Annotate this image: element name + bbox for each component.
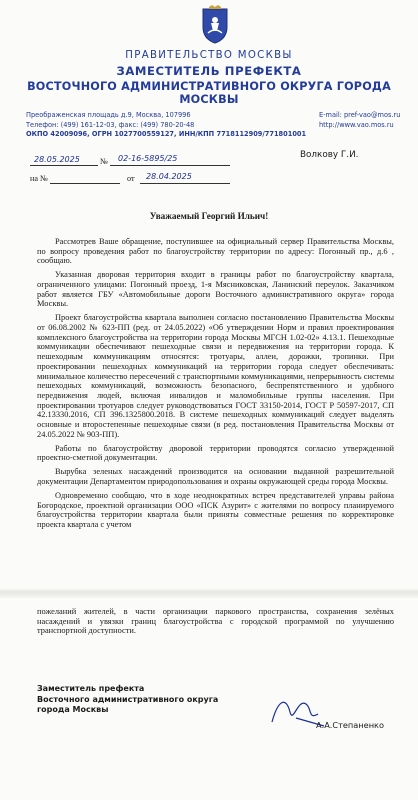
body-paragraph: пожеланий жителей, в части организации паркового пространства, сохранения зелёных насаждений и увязки границ благоустройства с городской программой по улучшению транспортной доступности. [37, 607, 394, 636]
letterhead-title: ЗАМЕСТИТЕЛЬ ПРЕФЕКТА [116, 64, 302, 78]
from-label: от [127, 174, 135, 183]
letterhead-contacts-right [319, 111, 400, 130]
body-paragraph: Указанная дворовая территория входит в границы работ по благоустройству квартала, ограниченного улицами: Погонный проезд, 1-я Мясниковская, Ланинский переулок. Заказчиком работ является ГБУ «Автомобильные дороги Восточного административного округа» города Москвы. [37, 270, 394, 309]
contact-email: E-mail: pref-vao@mos.ru [319, 111, 401, 119]
signatory-name: А.А.Степаненко [316, 720, 384, 730]
letter-body-page-2 [37, 607, 394, 640]
body-paragraph: Рассмотрев Ваше обращение, поступившее на официальный сервер Правительства Москвы, по вопросу проведения работ по благоустройству территории по адресу: Погонный пр., д.6 , сообщаю. [37, 237, 394, 266]
body-paragraph: Проект благоустройства квартала выполнен согласно постановлению Правительства Москвы от 06.08.2002 № 623-ПП (ред. от 24.05.2022) «Об утверждении Норм и правил проектирования комплексного благоустройства на территории города Москвы МГСН 1.02-02» 4.13.1. Пешеходные коммуникации обеспечивают пешеходные связи и передвижения на территории города. К пешеходным коммуникациям относятся: тротуары, аллеи, дорожки, тропинки. При проектировании пешеходных коммуникаций на территории города следует обеспечивать: минимальное количество пересечений с транспортными коммуникациями, непрерывность системы пешеходных коммуникаций, возможность безопасного, беспрепятственного и удобного передвижения людей, включая инвалидов и маломобильные группы населения. При проектировании тротуаров следует руководствоваться ГОСТ 33150-2014, ГОСТ Р 50597-2017, СП 42.13330.2016, СП 396.1325800.2018. В системе пешеходных коммуникаций следует выделять основные и второстепенные пешеходные связи (в ред. постановления Правительства Москвы от 24.05.2022 № 903-ПП). [37, 313, 394, 439]
body-paragraph: Одновременно сообщаю, что в ходе неоднократных встреч представителей управы района Богородское, проектной организации ООО «ПСК Азурит» с жителями по вопросу планируемого благоустройства территории квартала были приняты совместные решения по корректировке проекта квартала с учетом [37, 490, 394, 529]
on-number-line [50, 183, 120, 184]
contact-phone: Телефон: (499) 161-12-03, факс: (499) 780-20-48 [26, 120, 195, 129]
outgoing-number-line [110, 165, 230, 166]
number-label: № [100, 157, 108, 166]
letter-body-page-1 [37, 237, 394, 534]
position-line: города Москвы [37, 705, 109, 714]
greeting: Уважаемый Георгий Ильич! [149, 211, 269, 221]
body-paragraph: Вырубка зеленых насаждений производится на основании выданной разрешительной документации Департаментом природопользования и охраны окружающей среды города Москвы. [37, 467, 394, 486]
position-line: Восточного административного округа [37, 694, 219, 704]
page-fold [0, 588, 418, 598]
from-date-line [140, 183, 230, 184]
moscow-coat-of-arms-icon [200, 5, 230, 45]
outgoing-date-line [30, 165, 98, 166]
position-line: Заместитель префекта [37, 684, 145, 693]
letterhead-contacts-left [26, 111, 306, 140]
outgoing-number: 02-16-5895/25 [118, 154, 178, 163]
contact-address: Преображенская площадь д.9, Москва, 107996 [26, 111, 191, 119]
addressee: Волкову Г.И. [300, 150, 359, 160]
on-number-label: на № [30, 174, 48, 183]
letterhead-subtitle: ВОСТОЧНОГО АДМИНИСТРАТИВНОГО ОКРУГА ГОРОДА МОСКВЫ [27, 80, 391, 106]
signatory-position [37, 684, 218, 716]
letterhead-org: ПРАВИТЕЛЬСТВО МОСКВЫ [125, 50, 293, 61]
body-paragraph: Работы по благоустройству дворовой территории проводятся согласно утвержденной проектно-сметной документации. [37, 443, 394, 463]
contact-registry: ОКПО 42009096, ОГРН 1027700559127, ИНН/КПП 7718112909/771801001 [26, 130, 307, 139]
outgoing-date: 28.05.2025 [34, 155, 80, 164]
reference-date: 28.04.2025 [146, 172, 192, 181]
contact-website: http://www.vao.mos.ru [319, 120, 394, 129]
